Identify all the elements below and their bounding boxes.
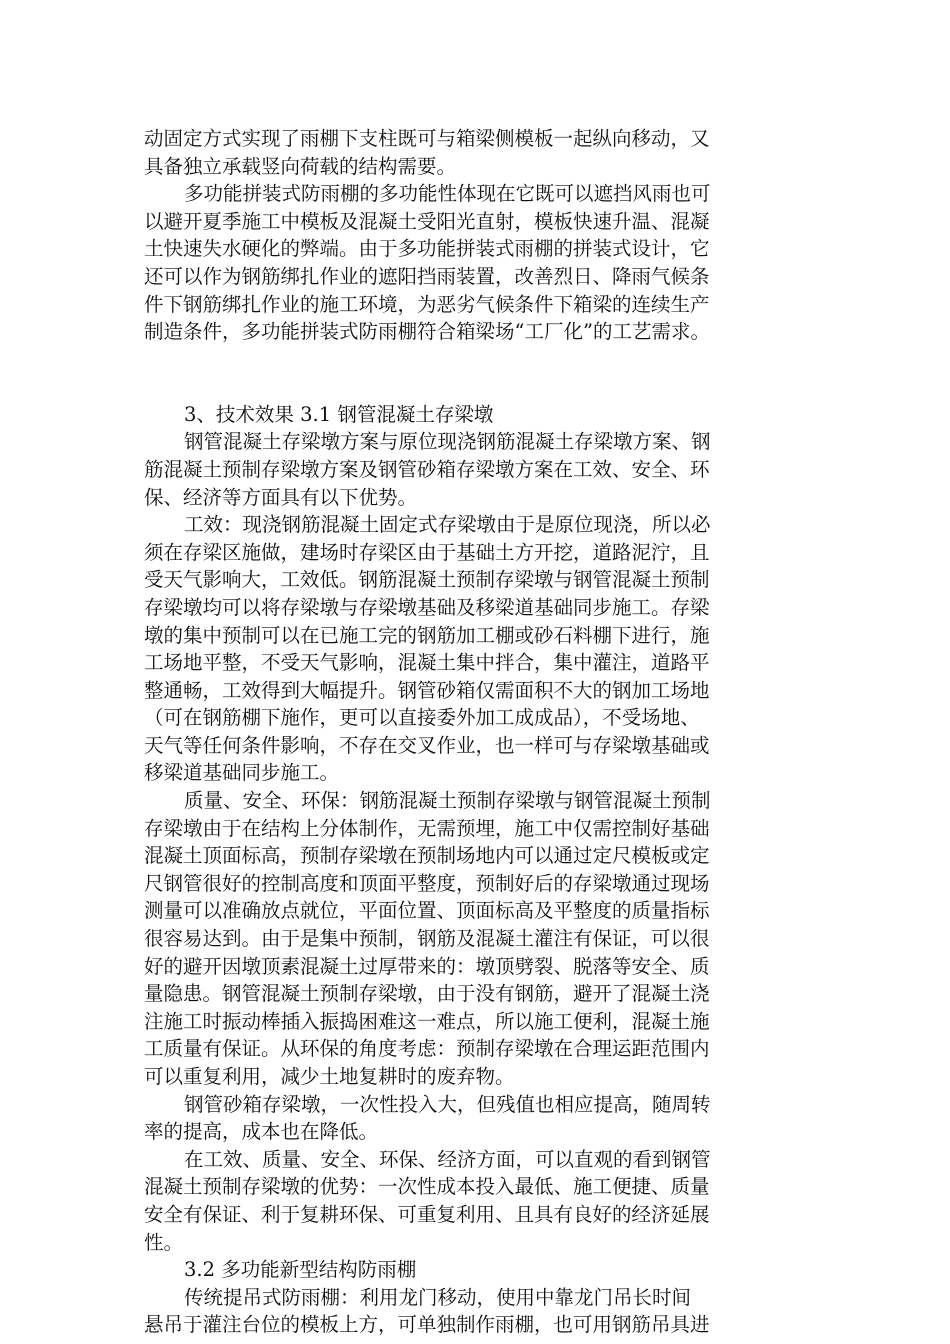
text-line: 测量可以准确放点就位，平面位置、顶面标高及平整度的质量指标 [144, 899, 710, 923]
heading-text: 3、技术效果 3.1 钢管混凝土存梁墩 [184, 402, 494, 426]
text-line: 多功能拼装式防雨棚的多功能性体现在它既可以遮挡风雨也可 [184, 182, 711, 206]
text-line: 存梁墩均可以将存梁墩与存梁墩基础及移梁道基础同步施工。存梁 [144, 595, 710, 619]
text-line: 率的提高，成本也在降低。 [144, 1120, 379, 1144]
text-line: 传统提吊式防雨棚：利用龙门移动，使用中靠龙门吊长时间 [184, 1285, 692, 1309]
text-line: 保、经济等方面具有以下优势。 [144, 485, 418, 509]
text-line: 工场地平整，不受天气影响，混凝土集中拌合，集中灌注，道路平 [144, 651, 710, 675]
text-line: 注施工时振动棒插入振捣困难这一难点，所以施工便利，混凝土施 [144, 1009, 710, 1033]
text-line: 安全有保证、利于复耕环保、可重复利用、且具有良好的经济延展 [144, 1202, 710, 1226]
text-line: 件下钢筋绑扎作业的施工环境，为恶劣气候条件下箱梁的连续生产 [144, 292, 710, 316]
text-line: 很容易达到。由于是集中预制，钢筋及混凝土灌注有保证，可以很 [144, 927, 710, 951]
text-line: 须在存梁区施做，建场时存梁区由于基础土方开挖，道路泥泞，且 [144, 540, 710, 564]
text-line: 好的避开因墩顶素混凝土过厚带来的：墩顶劈裂、脱落等安全、质 [144, 954, 710, 978]
text-line: 混凝土预制存梁墩的优势：一次性成本投入最低、施工便捷、质量 [144, 1175, 710, 1199]
text-line: 土快速失水硬化的弊端。由于多功能拼装式雨棚的拼装式设计，它 [144, 237, 710, 261]
text-line: 制造条件，多功能拼装式防雨棚符合箱梁场“工厂化”的工艺需求。 [144, 320, 710, 344]
paragraph [144, 125, 806, 180]
text-line: 混凝土顶面标高，预制存梁墩在预制场地内可以通过定尺模板或定 [144, 844, 710, 868]
text-line: 动固定方式实现了雨棚下支柱既可与箱梁侧模板一起纵向移动，又 [144, 127, 710, 150]
section-spacer [144, 346, 806, 401]
section-heading [144, 1256, 806, 1284]
paragraph [144, 428, 806, 511]
text-line: （可在钢筋棚下施作，更可以直接委外加工成成品），不受场地、 [144, 706, 700, 730]
text-line: 钢管砂箱存梁墩，一次性投入大，但残值也相应提高，随周转 [184, 1092, 711, 1116]
text-line: 以避开夏季施工中模板及混凝土受阳光直射，模板快速升温、混凝 [144, 209, 710, 233]
text-line: 受天气影响大，工效低。钢筋混凝土预制存梁墩与钢管混凝土预制 [144, 568, 710, 592]
heading-text: 3.2 多功能新型结构防雨棚 [184, 1258, 417, 1282]
text-line: 还可以作为钢筋绑扎作业的遮阳挡雨装置，改善烈日、降雨气候条 [144, 264, 710, 288]
paragraph [144, 787, 806, 1091]
paragraph [144, 1091, 806, 1146]
text-line: 质量、安全、环保：钢筋混凝土预制存梁墩与钢管混凝土预制 [184, 789, 711, 813]
text-line: 在工效、质量、安全、环保、经济方面，可以直观的看到钢管 [184, 1147, 711, 1171]
text-line: 筋混凝土预制存梁墩方案及钢管砂箱存梁墩方案在工效、安全、环 [144, 457, 710, 481]
section-heading [144, 401, 806, 429]
text-line: 墩的集中预制可以在已施工完的钢筋加工棚或砂石料棚下进行，施 [144, 623, 710, 647]
text-line: 量隐患。钢管混凝土预制存梁墩，由于没有钢筋，避开了混凝土浇 [144, 982, 710, 1006]
text-line: 移梁道基础同步施工。 [144, 761, 340, 785]
text-line: 钢管混凝土存梁墩方案与原位现浇钢筋混凝土存梁墩方案、钢 [184, 430, 711, 454]
paragraph [144, 1146, 806, 1256]
text-line: 天气等任何条件影响，不存在交叉作业，也一样可与存梁墩基础或 [144, 733, 710, 757]
paragraph [144, 511, 806, 787]
document-body [144, 125, 806, 1339]
text-line: 尺钢管很好的控制高度和顶面平整度，预制好后的存梁墩通过现场 [144, 871, 710, 895]
text-line: 悬吊于灌注台位的模板上方，可单独制作雨棚，也可用钢筋吊具进 [144, 1313, 710, 1337]
text-line: 工效：现浇钢筋混凝土固定式存梁墩由于是原位现浇，所以必 [184, 513, 711, 537]
text-line: 性。 [144, 1230, 184, 1254]
text-line: 整通畅，工效得到大幅提升。钢管砂箱仅需面积不大的钢加工场地 [144, 678, 710, 702]
paragraph [144, 180, 806, 346]
text-line: 具备独立承载竖向荷载的结构需要。 [144, 154, 457, 178]
text-line: 工质量有保证。从环保的角度考虑：预制存梁墩在合理运距范围内 [144, 1037, 710, 1061]
paragraph [144, 1284, 806, 1339]
text-line: 存梁墩由于在结构上分体制作，无需预埋，施工中仅需控制好基础 [144, 816, 710, 840]
text-line: 可以重复利用，减少土地复耕时的废弃物。 [144, 1065, 515, 1088]
